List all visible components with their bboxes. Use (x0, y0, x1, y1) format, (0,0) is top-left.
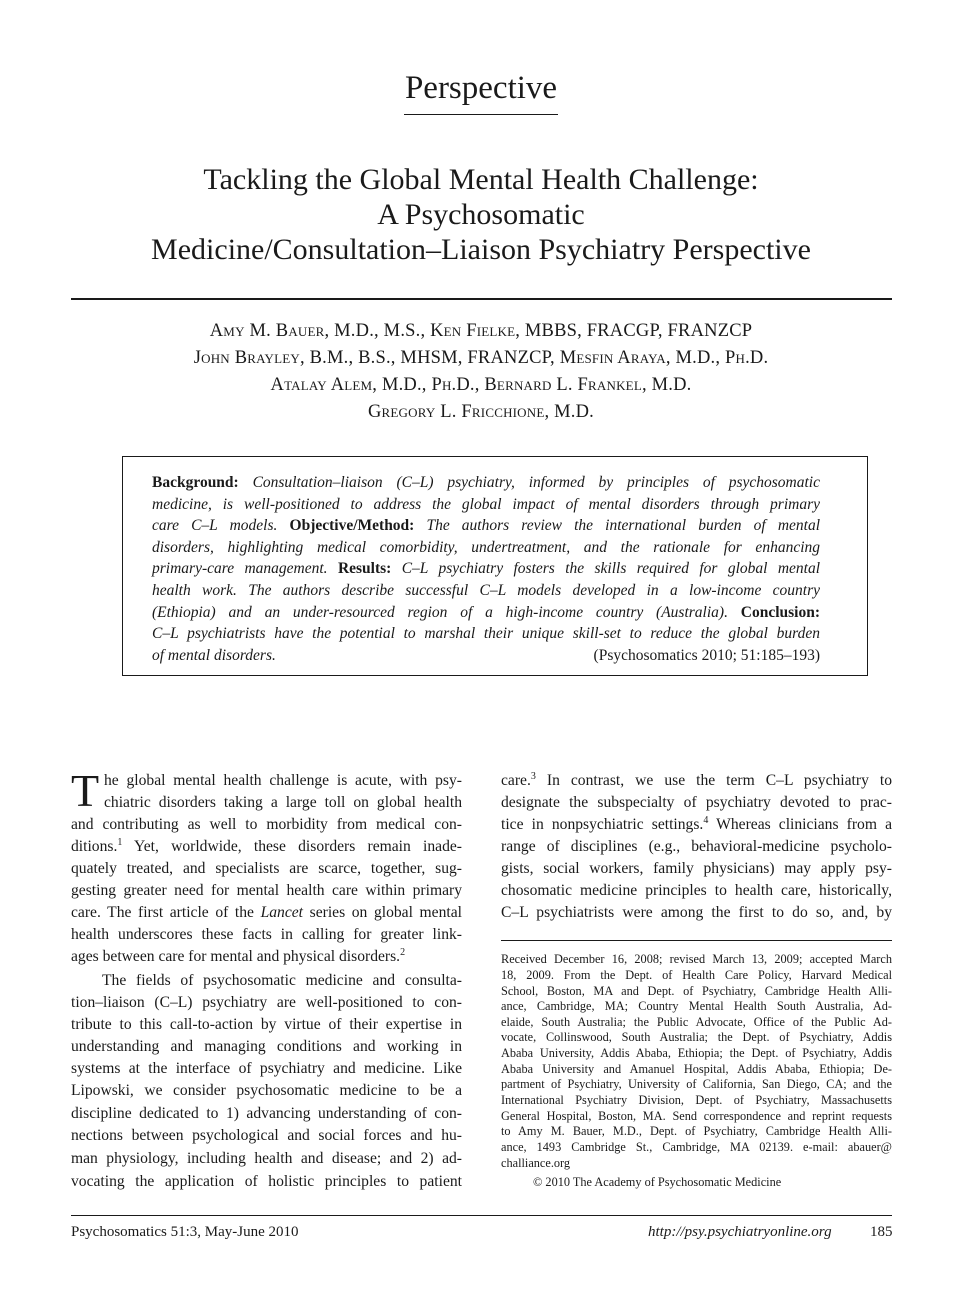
body-line: nections between psychological and social forces and hu- (71, 1127, 462, 1144)
abstract-line: disorders, highlighting medical comorbidity, undertreatment, and the rationale for enhancing (152, 539, 820, 556)
abstract-line: care C–L models. Objective/Method: The authors review the international burden of mental (152, 517, 821, 534)
body-line: gists, social workers, family physicians) may apply psy- (501, 860, 892, 877)
body-line: he global mental health challenge is acute, with psy- (104, 772, 462, 789)
body-line: care.$^3$ In contrast, we use the term C–L psychiatry to (501, 771, 892, 789)
body-line: vocating the application of holistic principles to patient (71, 1173, 462, 1190)
title-rule (71, 298, 892, 300)
footnote-rule (501, 940, 892, 941)
copyright-notice: © 2010 The Academy of Psychosomatic Medicine (533, 1175, 782, 1189)
citation-ref: 4 (703, 815, 709, 826)
citation-ref: 1 (117, 837, 123, 848)
authors-line-1: Amy M. Bauer, M.D., M.S., Ken Fielke, MBBS, FRACGP, FRANZCP (209, 321, 753, 341)
citation-ref: 3 (530, 771, 536, 782)
body-line: tion–liaison (C–L) psychiatry are well-positioned to con- (71, 994, 462, 1011)
body-line: tice in nonpsychiatric settings.$^4$ Whereas clinicians from a (501, 815, 892, 833)
body-line: The fields of psychosomatic medicine and consulta- (102, 972, 462, 989)
body-line: and contributing as well to morbidity from medical con- (71, 816, 462, 833)
body-line: systems at the interface of psychiatry and medicine. Like (71, 1060, 462, 1077)
lancet-title: Lancet (260, 904, 304, 921)
footer-journal: Psychosomatics 51:3, May-June 2010 (71, 1224, 299, 1240)
footnote-line: partment of Psychiatry, University of California, San Diego, CA; and the (501, 1077, 892, 1091)
title-line-2: A Psychosomatic (377, 198, 585, 231)
body-line: range of disciplines (e.g., behavioral-medicine psycholo- (501, 838, 892, 855)
body-line: ages between care for mental and physical disorders.$^2$ (71, 947, 406, 965)
title-line-3: Medicine/Consultation–Liaison Psychiatry Perspective (151, 233, 811, 266)
body-line: ditions.$^1$ Yet, worldwide, these disorders remain inade- (71, 837, 462, 855)
body-line: understanding and managing conditions and working in (71, 1038, 462, 1055)
footnote-line: Ababa University and Amanuel Hospital, Addis Ababa, Ethiopia; De- (501, 1062, 892, 1076)
footnote-line: to Amy M. Bauer, M.D., Dept. of Psychiatry, Cambridge Health Alli- (501, 1124, 892, 1138)
abstract-line: (Ethiopia) and an under-resourced region of a high-income country (Australia). Conclusion: (152, 604, 821, 621)
body-line: Lipowski, we consider psychosomatic medicine to be a (71, 1082, 462, 1099)
section-rule (404, 114, 558, 115)
abstract-line: C–L psychiatrists have the potential to marshal their unique skill-set to reduce the global burden (152, 625, 820, 642)
abstract-background-label: Background: (152, 474, 239, 491)
abstract-results-label: Results: (337, 560, 392, 577)
footnote-email-line[interactable]: challiance.org (501, 1156, 571, 1170)
abstract-line: of mental disorders. (Psychosomatics 2010; 51:185–193) (152, 645, 820, 667)
section-label: Perspective (404, 70, 558, 106)
body-line: gesting greater need for mental health care within primary (71, 882, 462, 899)
footer-rule (71, 1215, 892, 1216)
footnote-line: International Psychiatry Division, Dept. of Psychiatry, Massachusetts (501, 1093, 892, 1107)
footnote-line: ance, Cambridge, MA; Country Mental Health South Australia, Ad- (501, 999, 892, 1013)
footnote-line: Received December 16, 2008; revised March 13, 2009; accepted March (501, 952, 892, 966)
abstract-line: health work. The authors describe successful C–L models developed in a low-income country (152, 582, 820, 599)
footnote-line: General Hospital, Boston, MA. Send correspondence and reprint requests (501, 1109, 892, 1123)
body-line: man physiology, including health and disease; and 2) ad- (71, 1150, 462, 1167)
body-line: health underscores these facts in calling for greater link- (71, 926, 462, 943)
abstract-line: Background: Consultation–liaison (C–L) psychiatry, informed by principles of psychosomatic (152, 474, 820, 491)
authors-line-3: Atalay Alem, M.D., Ph.D., Bernard L. Frankel, M.D. (270, 375, 692, 395)
body-line: tribute to this call-to-action by virtue of their expertise in (71, 1016, 462, 1033)
citation-ref: 2 (400, 947, 406, 958)
abstract-citation: (Psychosomatics 2010; 51:185–193) (593, 647, 820, 664)
body-line: C–L psychiatrists were among the first to do so, and, by (501, 904, 892, 921)
footnote-line: ance, 1493 Cambridge St., Cambridge, MA 02139. e-mail: abauer@ (501, 1140, 892, 1154)
body-line: care. The first article of the Lancet series on global mental (71, 904, 462, 921)
footnote-line: 18, 2009. From the Dept. of Health Care Policy, Harvard Medical (501, 968, 892, 982)
body-line: chosomatic medicine principles to health care, historically, (501, 882, 892, 899)
abstract-line: primary-care management. Results: C–L psychiatry fosters the skills required for global mental (152, 560, 821, 577)
body-line: discipline dedicated to 1) advancing understanding of con- (71, 1105, 462, 1122)
abstract-objective-label: Objective/Method: (289, 517, 415, 534)
authors-line-2: John Brayley, B.M., B.S., MHSM, FRANZCP, Mesfin Araya, M.D., Ph.D. (193, 348, 769, 368)
footnote-line: vocate, Collinswood, South Australia; the Dept. of Psychiatry, Addis (501, 1030, 892, 1044)
footnote-line: Ababa University, Addis Ababa, Ethiopia; the Dept. of Psychiatry, Addis (501, 1046, 892, 1060)
body-line: quately treated, and specialists are scarce, together, sug- (71, 860, 462, 877)
authors-line-4: Gregory L. Fricchione, M.D. (367, 402, 595, 422)
body-line: designate the subspecialty of psychiatry devoted to prac- (501, 794, 892, 811)
footer-page-number: 185 (870, 1224, 893, 1240)
abstract-line: medicine, is well-positioned to address the global impact of mental disorders through primary (152, 496, 820, 513)
title-line-1: Tackling the Global Mental Health Challenge: (203, 163, 759, 196)
footnote-line: elaide, South Australia; the Public Advocate, Office of the Public Ad- (501, 1015, 892, 1029)
abstract-conclusion-label: Conclusion: (740, 604, 821, 621)
body-line: chiatric disorders taking a large toll on global health (104, 794, 462, 811)
footer-url-link[interactable]: http://psy.psychiatryonline.org (648, 1224, 832, 1240)
drop-cap: T (71, 765, 100, 816)
footnote-line: School, Boston, MA and Dept. of Psychiatry, Cambridge Health Alli- (501, 984, 892, 998)
